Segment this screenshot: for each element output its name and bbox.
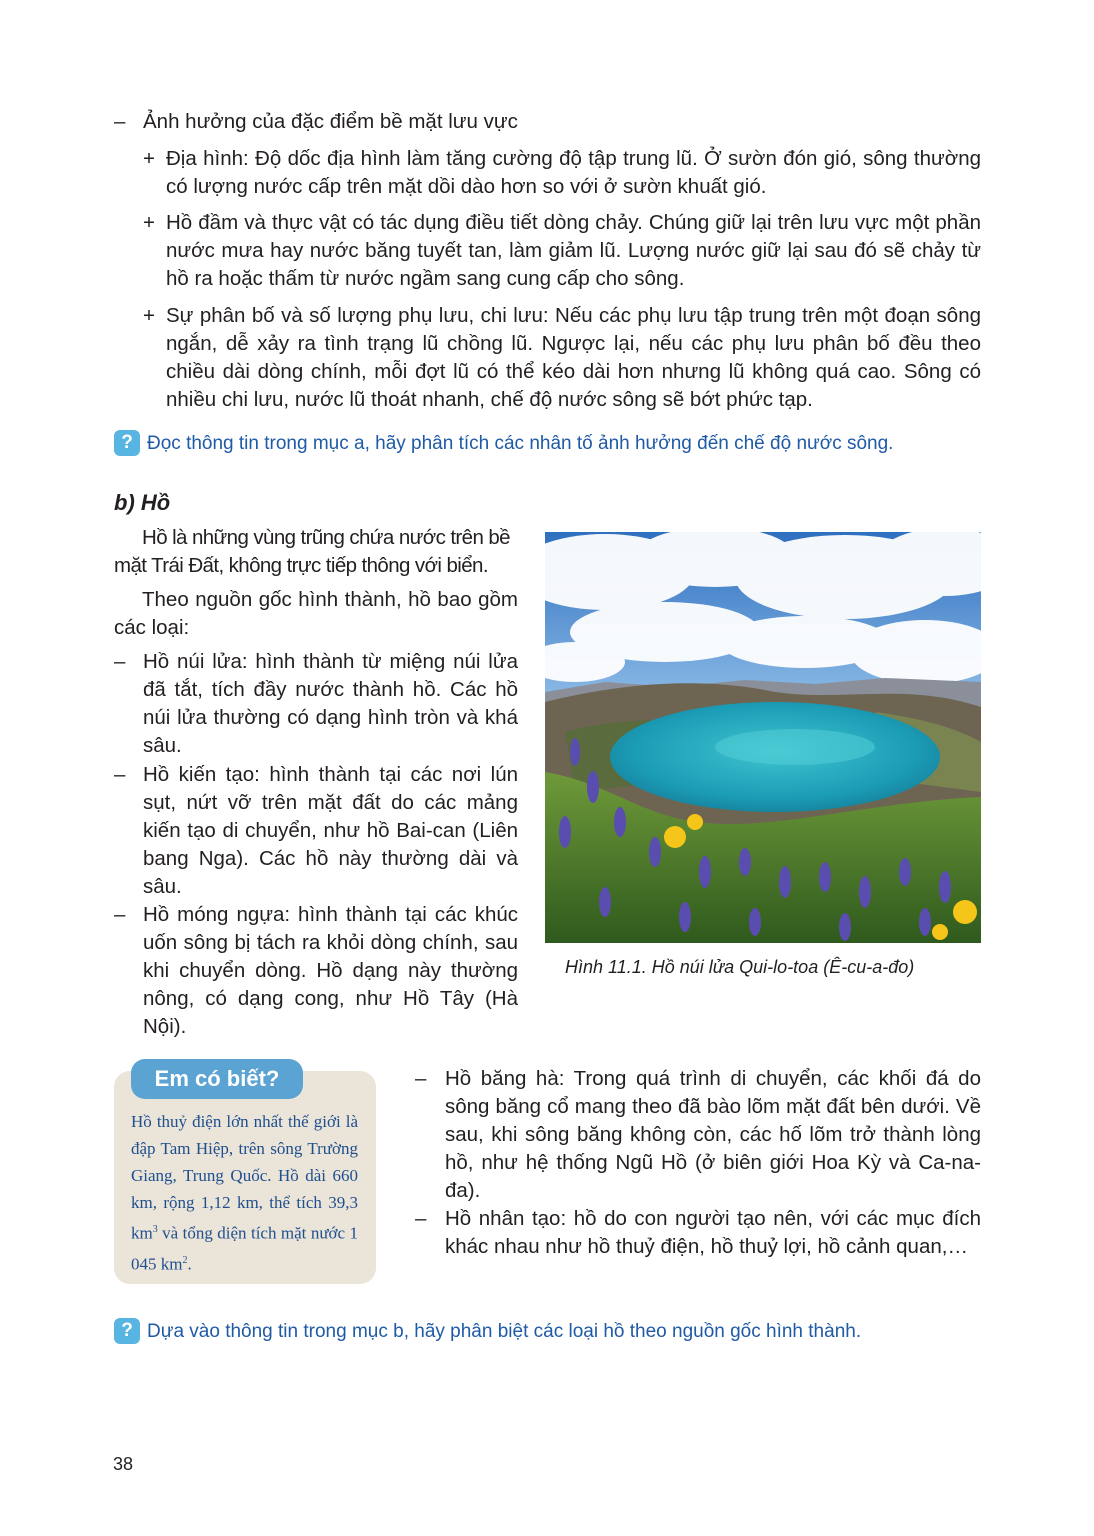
dash-bullet: – [415, 1207, 427, 1230]
lake-photo [545, 532, 981, 943]
lake-type-artificial: Hồ nhân tạo: hồ do con người tạo nên, với các mục đích khác nhau như hồ thuỷ điện, hồ thuỷ lợi, hồ cảnh quan,… [445, 1207, 981, 1258]
did-you-know-text-end: . [187, 1254, 192, 1274]
dash-bullet: – [114, 763, 126, 786]
lake-types-intro: Theo nguồn gốc hình thành, hồ bao gồm các loại: [114, 588, 518, 639]
did-you-know-text-main: Hồ thuỷ điện lớn nhất thế giới là đập Tam Hiệp, trên sông Trường Giang, Trung Quốc. Hồ dài 660 km, rộng 1,12 km, thể tích 39,3 km [131, 1112, 358, 1243]
area-unit-superscript: 2 [182, 1254, 188, 1266]
did-you-know-title: Em có biết? [131, 1059, 303, 1099]
plus-bullet: + [143, 147, 155, 170]
volume-unit-superscript: 3 [152, 1224, 158, 1235]
page-number: 38 [113, 1454, 134, 1474]
dash-bullet: – [114, 650, 126, 673]
item-heading: Ảnh hưởng của đặc điểm bề mặt lưu vực [143, 110, 518, 133]
lake-type-oxbow: Hồ móng ngựa: hình thành tại các khúc uốn sông bị tách ra khỏi dòng chính, sau khi chuyển dòng. Hồ dạng này thường nông, có dạng cong, như Hồ Tây (Hà Nội). [143, 903, 518, 1038]
dash-bullet: – [415, 1067, 427, 1090]
question-a: Đọc thông tin trong mục a, hãy phân tích các nhân tố ảnh hưởng đến chế độ nước sông. [147, 433, 894, 454]
lake-type-tectonic: Hồ kiến tạo: hình thành tại các nơi lún sụt, nứt vỡ trên mặt đất do các mảng kiến tạo di chuyển, như hồ Bai-can (Liên bang Nga). Các hồ này thường dài và sâu. [143, 763, 518, 898]
question-icon: ? [114, 1318, 140, 1344]
dash-bullet: – [114, 110, 126, 133]
did-you-know-text [131, 1108, 358, 1277]
lake-intro: Hồ là những vùng trũng chứa nước trên bề mặt Trái Đất, không trực tiếp thông với biển. [114, 526, 510, 577]
sub-item-lakes-vegetation: Hồ đầm và thực vật có tác dụng điều tiết dòng chảy. Chúng giữ lại trên lưu vực một phần nước mưa hay nước băng tuyết tan, làm giảm lũ. Lượng nước giữ lại sau đó sẽ chảy từ hồ ra hoặc thấm từ nước ngầm sang cung cấp cho sông. [166, 211, 981, 290]
plus-bullet: + [143, 304, 155, 327]
lake-type-volcanic: Hồ núi lửa: hình thành từ miệng núi lửa đã tắt, tích đầy nước thành hồ. Các hồ núi lửa thường có dạng hình tròn và khá sâu. [143, 650, 518, 757]
question-b: Dựa vào thông tin trong mục b, hãy phân biệt các loại hồ theo nguồn gốc hình thành. [147, 1321, 862, 1342]
lake-type-glacial: Hồ băng hà: Trong quá trình di chuyển, các khối đá do sông băng cổ mang theo đã bào lõm mặt đất bên dưới. Về sau, khi sông băng không còn, các hố lõm trở thành lòng hồ, như hệ thống Ngũ Hồ (ở biên giới Hoa Kỳ và Ca-na-đa). [445, 1067, 981, 1202]
did-you-know-text-mid: và tổng diện tích mặt nước 1 045 km [131, 1223, 358, 1274]
sub-item-tributaries: Sự phân bố và số lượng phụ lưu, chi lưu: Nếu các phụ lưu tập trung trên một đoạn sông ngắn, dễ xảy ra tình trạng lũ chồng lũ. Ngược lại, nếu các phụ lưu phân bố đều theo chiều dài dòng chính, mỗi đợt lũ có thể kéo dài hơn nhưng lũ không quá cao. Sông có nhiều chi lưu, nước lũ thoát nhanh, chế độ nước sông sẽ bớt phức tạp. [166, 304, 981, 411]
plus-bullet: + [143, 211, 155, 234]
section-title: b) Hồ [114, 490, 171, 515]
question-icon: ? [114, 430, 140, 456]
sub-item-terrain: Địa hình: Độ dốc địa hình làm tăng cường độ tập trung lũ. Ở sườn đón gió, sông thường có lượng nước cấp trên mặt dồi dào hơn so với ở sườn khuất gió. [166, 147, 981, 198]
figure-caption: Hình 11.1. Hồ núi lửa Qui-lo-toa (Ê-cu-a-đo) [565, 957, 915, 977]
dash-bullet: – [114, 903, 126, 926]
